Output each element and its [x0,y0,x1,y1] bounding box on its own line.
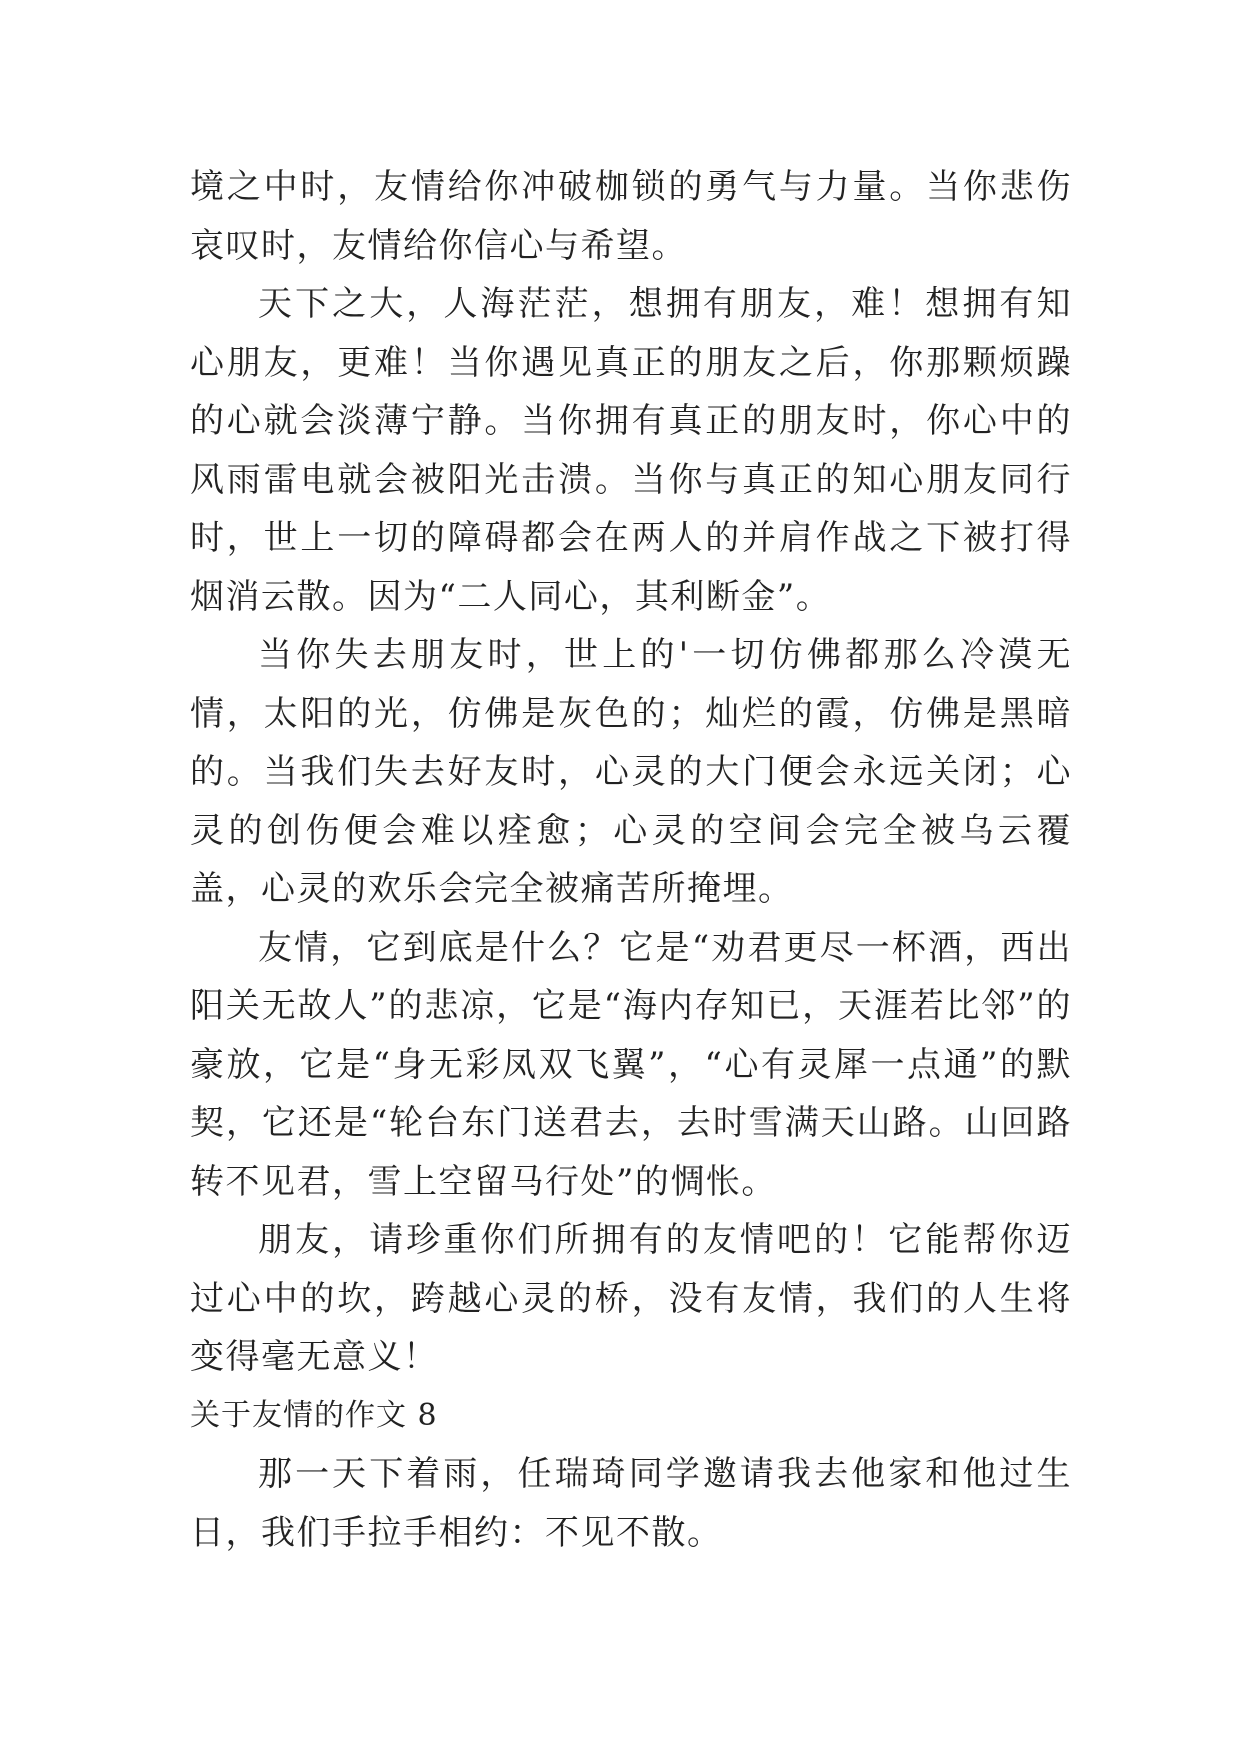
section-heading: 关于友情的作文 8 [190,1397,438,1433]
document-body [190,158,1072,1562]
paragraph: 当你失去朋友时，世上的'一切仿佛都那么冷漠无情，太阳的光，仿佛是灰色的；灿烂的霞，仿佛是黑暗的。当我们失去好友时，心灵的大门便会永远关闭；心灵的创伤便会难以痊愈；心灵的空间会完全被乌云覆盖，心灵的欢乐会完全被痛苦所掩埋。 [190,635,1072,909]
paragraph: 天下之大，人海茫茫，想拥有朋友，难！想拥有知心朋友，更难！当你遇见真正的朋友之后，你那颗烦躁的心就会淡薄宁静。当你拥有真正的朋友时，你心中的风雨雷电就会被阳光击溃。当你与真正的知心朋友同行时，世上一切的障碍都会在两人的并肩作战之下被打得烟消云散。因为“二人同心，其利断金”。 [190,284,1072,617]
paragraph-continued: 境之中时，友情给你冲破枷锁的勇气与力量。当你悲伤哀叹时，友情给你信心与希望。 [190,167,1072,266]
paragraph: 友情，它到底是什么？它是“劝君更尽一杯酒，西出阳关无故人”的悲凉，它是“海内存知已，天涯若比邻”的豪放，它是“身无彩凤双飞翼”，“心有灵犀一点通”的默契，它还是“轮台东门送君去，去时雪满天山路。山回路转不见君，雪上空留马行处”的惆怅。 [190,927,1072,1202]
paragraph: 那一天下着雨，任瑞琦同学邀请我去他家和他过生日，我们手拉手相约：不见不散。 [190,1454,1072,1553]
paragraph: 朋友，请珍重你们所拥有的友情吧的！它能帮你迈过心中的坎，跨越心灵的桥，没有友情，我们的人生将变得毫无意义！ [190,1220,1072,1377]
